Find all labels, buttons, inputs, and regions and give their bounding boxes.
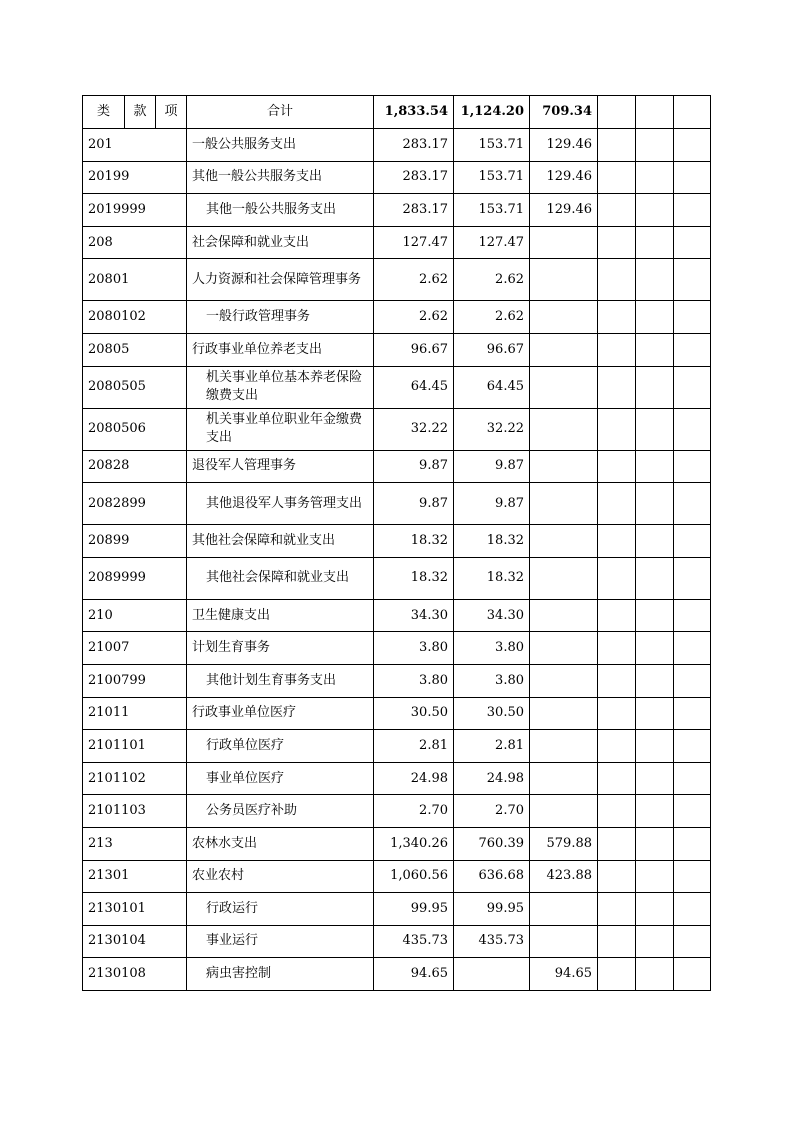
row-project — [530, 762, 598, 795]
row-name: 农业农村 — [187, 860, 374, 893]
row-empty-cell — [598, 483, 636, 525]
row-empty-cell — [598, 762, 636, 795]
row-basic: 9.87 — [454, 483, 530, 525]
row-code: 20805 — [83, 333, 187, 366]
row-name: 事业运行 — [187, 925, 374, 958]
row-total: 18.32 — [374, 557, 454, 599]
row-empty-cell — [636, 194, 674, 227]
table-row — [83, 525, 711, 558]
row-empty-cell — [598, 557, 636, 599]
table-row — [83, 664, 711, 697]
row-project — [530, 483, 598, 525]
row-basic: 32.22 — [454, 408, 530, 450]
row-total: 94.65 — [374, 958, 454, 991]
row-empty-cell — [674, 827, 711, 860]
row-empty-cell — [598, 259, 636, 301]
row-project — [530, 795, 598, 828]
row-project: 423.88 — [530, 860, 598, 893]
row-basic: 3.80 — [454, 632, 530, 665]
row-project: 94.65 — [530, 958, 598, 991]
row-empty-cell — [598, 226, 636, 259]
row-empty-cell — [674, 893, 711, 926]
row-project — [530, 632, 598, 665]
row-basic: 18.32 — [454, 557, 530, 599]
header-kuan: 款 — [125, 96, 156, 129]
row-code: 208 — [83, 226, 187, 259]
row-basic: 30.50 — [454, 697, 530, 730]
row-project: 129.46 — [530, 129, 598, 162]
row-name: 社会保障和就业支出 — [187, 226, 374, 259]
row-total: 9.87 — [374, 450, 454, 483]
row-code: 20899 — [83, 525, 187, 558]
table-row — [83, 697, 711, 730]
row-code: 2101103 — [83, 795, 187, 828]
row-total: 283.17 — [374, 194, 454, 227]
row-basic: 127.47 — [454, 226, 530, 259]
row-code: 2101102 — [83, 762, 187, 795]
row-empty-cell — [598, 525, 636, 558]
row-total: 24.98 — [374, 762, 454, 795]
row-code: 210 — [83, 599, 187, 632]
row-empty-cell — [636, 483, 674, 525]
header-empty-cell — [636, 96, 674, 129]
row-total: 2.62 — [374, 259, 454, 301]
row-code: 2082899 — [83, 483, 187, 525]
row-project — [530, 333, 598, 366]
table-row — [83, 301, 711, 334]
row-project — [530, 525, 598, 558]
row-empty-cell — [674, 958, 711, 991]
row-code: 20199 — [83, 161, 187, 194]
row-name: 农林水支出 — [187, 827, 374, 860]
table-row — [83, 226, 711, 259]
row-total: 283.17 — [374, 161, 454, 194]
row-empty-cell — [598, 893, 636, 926]
row-code: 2089999 — [83, 557, 187, 599]
row-empty-cell — [674, 259, 711, 301]
row-code: 2130101 — [83, 893, 187, 926]
row-empty-cell — [636, 259, 674, 301]
row-empty-cell — [636, 226, 674, 259]
table-row — [83, 129, 711, 162]
table-row — [83, 366, 711, 408]
row-empty-cell — [636, 958, 674, 991]
row-name: 其他退役军人事务管理支出 — [187, 483, 374, 525]
row-empty-cell — [636, 333, 674, 366]
row-code: 2100799 — [83, 664, 187, 697]
row-name: 事业单位医疗 — [187, 762, 374, 795]
row-empty-cell — [598, 925, 636, 958]
row-total: 3.80 — [374, 664, 454, 697]
row-empty-cell — [674, 450, 711, 483]
row-name: 公务员医疗补助 — [187, 795, 374, 828]
row-name: 行政运行 — [187, 893, 374, 926]
row-basic: 96.67 — [454, 333, 530, 366]
table-row — [83, 259, 711, 301]
row-empty-cell — [674, 525, 711, 558]
row-total: 1,060.56 — [374, 860, 454, 893]
row-code: 2080102 — [83, 301, 187, 334]
row-empty-cell — [636, 557, 674, 599]
row-basic — [454, 958, 530, 991]
row-empty-cell — [674, 483, 711, 525]
row-total: 99.95 — [374, 893, 454, 926]
row-empty-cell — [636, 301, 674, 334]
row-name: 其他一般公共服务支出 — [187, 161, 374, 194]
row-empty-cell — [636, 827, 674, 860]
row-empty-cell — [598, 795, 636, 828]
row-empty-cell — [598, 301, 636, 334]
row-empty-cell — [674, 632, 711, 665]
row-total: 34.30 — [374, 599, 454, 632]
row-empty-cell — [598, 333, 636, 366]
table-row — [83, 408, 711, 450]
row-empty-cell — [636, 366, 674, 408]
row-code: 201 — [83, 129, 187, 162]
row-name: 计划生育事务 — [187, 632, 374, 665]
header-lei: 类 — [83, 96, 125, 129]
row-empty-cell — [636, 762, 674, 795]
row-name: 一般行政管理事务 — [187, 301, 374, 334]
table-row — [83, 632, 711, 665]
row-empty-cell — [598, 664, 636, 697]
table-row — [83, 450, 711, 483]
row-empty-cell — [636, 697, 674, 730]
row-total: 3.80 — [374, 632, 454, 665]
row-name: 行政事业单位养老支出 — [187, 333, 374, 366]
row-basic: 760.39 — [454, 827, 530, 860]
row-total: 9.87 — [374, 483, 454, 525]
row-total: 18.32 — [374, 525, 454, 558]
row-basic: 2.81 — [454, 730, 530, 763]
row-project — [530, 408, 598, 450]
row-empty-cell — [598, 827, 636, 860]
table-row — [83, 557, 711, 599]
row-basic: 153.71 — [454, 129, 530, 162]
header-xiang: 项 — [156, 96, 187, 129]
table-row — [83, 730, 711, 763]
row-total: 30.50 — [374, 697, 454, 730]
row-basic: 99.95 — [454, 893, 530, 926]
row-project — [530, 893, 598, 926]
row-code: 2130104 — [83, 925, 187, 958]
row-empty-cell — [674, 194, 711, 227]
row-project — [530, 730, 598, 763]
row-project — [530, 259, 598, 301]
row-basic: 34.30 — [454, 599, 530, 632]
row-empty-cell — [674, 697, 711, 730]
header-basic: 1,124.20 — [454, 96, 530, 129]
row-empty-cell — [636, 129, 674, 162]
row-project — [530, 557, 598, 599]
row-name: 其他一般公共服务支出 — [187, 194, 374, 227]
row-total: 2.62 — [374, 301, 454, 334]
row-name: 一般公共服务支出 — [187, 129, 374, 162]
row-name: 卫生健康支出 — [187, 599, 374, 632]
row-empty-cell — [636, 161, 674, 194]
row-empty-cell — [598, 194, 636, 227]
row-total: 435.73 — [374, 925, 454, 958]
row-empty-cell — [636, 525, 674, 558]
row-basic: 435.73 — [454, 925, 530, 958]
row-empty-cell — [636, 408, 674, 450]
row-basic: 2.62 — [454, 259, 530, 301]
table-row — [83, 333, 711, 366]
row-total: 127.47 — [374, 226, 454, 259]
row-code: 2130108 — [83, 958, 187, 991]
row-project — [530, 599, 598, 632]
table-row — [83, 599, 711, 632]
table-row — [83, 762, 711, 795]
header-row — [83, 96, 711, 129]
row-total: 2.70 — [374, 795, 454, 828]
row-code: 20801 — [83, 259, 187, 301]
row-empty-cell — [598, 408, 636, 450]
row-empty-cell — [598, 450, 636, 483]
row-empty-cell — [636, 893, 674, 926]
row-code: 21011 — [83, 697, 187, 730]
row-code: 2080505 — [83, 366, 187, 408]
header-empty-cell — [674, 96, 711, 129]
row-project — [530, 925, 598, 958]
row-project: 129.46 — [530, 194, 598, 227]
row-code: 2019999 — [83, 194, 187, 227]
header-total: 1,833.54 — [374, 96, 454, 129]
row-empty-cell — [674, 925, 711, 958]
row-empty-cell — [636, 664, 674, 697]
row-code: 2080506 — [83, 408, 187, 450]
row-empty-cell — [636, 795, 674, 828]
row-empty-cell — [598, 366, 636, 408]
row-name: 行政事业单位医疗 — [187, 697, 374, 730]
row-code: 21301 — [83, 860, 187, 893]
table-row — [83, 194, 711, 227]
row-total: 64.45 — [374, 366, 454, 408]
header-project: 709.34 — [530, 96, 598, 129]
table-row — [83, 827, 711, 860]
row-empty-cell — [636, 599, 674, 632]
row-empty-cell — [674, 301, 711, 334]
row-total: 283.17 — [374, 129, 454, 162]
row-code: 21007 — [83, 632, 187, 665]
table-row — [83, 958, 711, 991]
row-empty-cell — [636, 860, 674, 893]
row-total: 32.22 — [374, 408, 454, 450]
row-name: 行政单位医疗 — [187, 730, 374, 763]
row-project — [530, 697, 598, 730]
row-empty-cell — [674, 730, 711, 763]
row-basic: 64.45 — [454, 366, 530, 408]
row-total: 96.67 — [374, 333, 454, 366]
row-empty-cell — [598, 129, 636, 162]
row-project — [530, 450, 598, 483]
row-empty-cell — [674, 664, 711, 697]
row-project: 579.88 — [530, 827, 598, 860]
row-basic: 636.68 — [454, 860, 530, 893]
row-basic: 153.71 — [454, 194, 530, 227]
row-basic: 3.80 — [454, 664, 530, 697]
row-code: 213 — [83, 827, 187, 860]
row-total: 2.81 — [374, 730, 454, 763]
row-empty-cell — [674, 408, 711, 450]
table-row — [83, 893, 711, 926]
row-project — [530, 664, 598, 697]
row-empty-cell — [598, 599, 636, 632]
table-row — [83, 483, 711, 525]
row-name: 机关事业单位职业年金缴费支出 — [187, 408, 374, 450]
row-empty-cell — [598, 860, 636, 893]
row-empty-cell — [674, 860, 711, 893]
table-row — [83, 925, 711, 958]
row-code: 2101101 — [83, 730, 187, 763]
table-row — [83, 795, 711, 828]
row-empty-cell — [598, 161, 636, 194]
row-name: 病虫害控制 — [187, 958, 374, 991]
row-empty-cell — [674, 795, 711, 828]
row-project — [530, 301, 598, 334]
row-basic: 9.87 — [454, 450, 530, 483]
row-basic: 24.98 — [454, 762, 530, 795]
row-basic: 153.71 — [454, 161, 530, 194]
row-empty-cell — [636, 925, 674, 958]
row-empty-cell — [674, 226, 711, 259]
row-empty-cell — [674, 557, 711, 599]
row-name: 退役军人管理事务 — [187, 450, 374, 483]
row-name: 机关事业单位基本养老保险缴费支出 — [187, 366, 374, 408]
row-empty-cell — [636, 632, 674, 665]
row-project — [530, 226, 598, 259]
row-empty-cell — [636, 730, 674, 763]
row-project: 129.46 — [530, 161, 598, 194]
row-empty-cell — [674, 762, 711, 795]
row-empty-cell — [674, 599, 711, 632]
row-name: 人力资源和社会保障管理事务 — [187, 259, 374, 301]
row-empty-cell — [598, 958, 636, 991]
row-empty-cell — [636, 450, 674, 483]
table-row — [83, 161, 711, 194]
row-basic: 2.62 — [454, 301, 530, 334]
header-total-label: 合计 — [187, 96, 374, 129]
row-name: 其他社会保障和就业支出 — [187, 525, 374, 558]
header-empty-cell — [598, 96, 636, 129]
row-empty-cell — [674, 161, 711, 194]
row-empty-cell — [674, 333, 711, 366]
row-empty-cell — [598, 697, 636, 730]
row-total: 1,340.26 — [374, 827, 454, 860]
expenditure-table — [82, 95, 711, 991]
row-empty-cell — [598, 730, 636, 763]
row-empty-cell — [674, 129, 711, 162]
row-code: 20828 — [83, 450, 187, 483]
row-name: 其他社会保障和就业支出 — [187, 557, 374, 599]
row-empty-cell — [674, 366, 711, 408]
row-basic: 2.70 — [454, 795, 530, 828]
table-row — [83, 860, 711, 893]
row-name: 其他计划生育事务支出 — [187, 664, 374, 697]
row-project — [530, 366, 598, 408]
row-basic: 18.32 — [454, 525, 530, 558]
row-empty-cell — [598, 632, 636, 665]
